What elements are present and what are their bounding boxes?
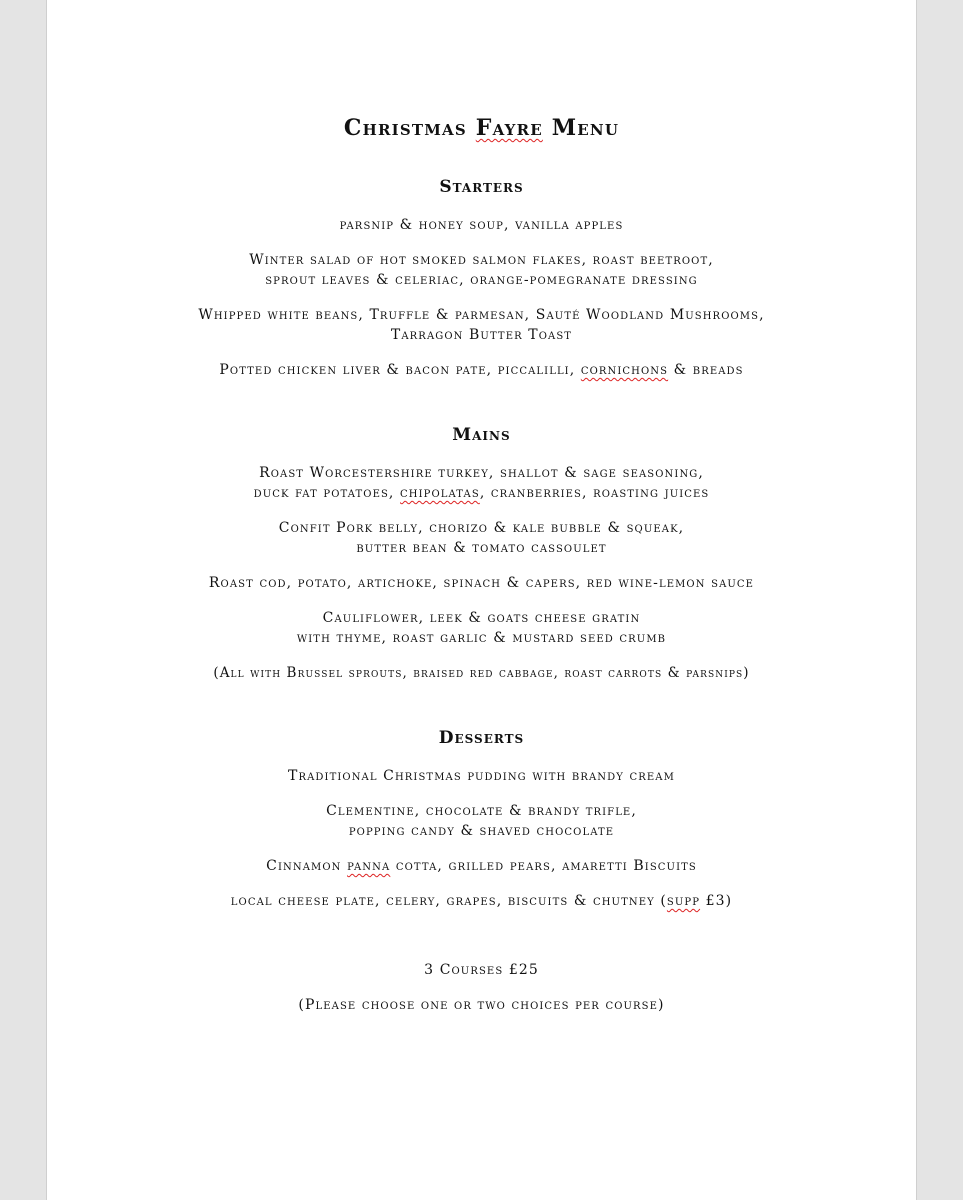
starters-heading: Starters [439, 177, 524, 197]
text-part: local cheese plate, celery, grapes, biscuits & chutney ( [230, 893, 667, 909]
price-line: 3 Courses £25 [424, 962, 539, 978]
main-item-line: butter bean & tomato cassoulet [356, 540, 607, 556]
menu-title-part: Menu [542, 115, 620, 141]
starter-item [47, 360, 916, 380]
main-item-line: Confit Pork belly, chorizo & kale bubble & squeak, [278, 520, 685, 536]
main-item-line: Cauliflower, leek & goats cheese gratin [322, 610, 641, 626]
starter-item: parsnip & honey soup, vanilla apples [339, 217, 624, 233]
starter-item-line: Winter salad of hot smoked salmon flakes, roast beetroot, [249, 252, 714, 268]
document-page [46, 0, 917, 1200]
menu-title [47, 113, 916, 143]
mains-note: (All with Brussel sprouts, braised red cabbage, roast carrots & parsnips) [213, 665, 750, 681]
menu-title-part: Christmas [343, 115, 476, 141]
dessert-item [47, 856, 916, 876]
dessert-item: Traditional Christmas pudding with brandy cream [288, 768, 675, 784]
starter-item-line: sprout leaves & celeriac, orange-pomegranate dressing [265, 272, 698, 288]
starter-item-line: Whipped white beans, Truffle & parmesan, Sauté Woodland Mushrooms, [198, 307, 765, 323]
spellcheck-word: Fayre [475, 115, 543, 141]
text-part: duck fat potatoes, [253, 485, 401, 501]
text-part: , cranberries, roasting juices [479, 485, 710, 501]
text-part: Potted chicken liver & bacon pate, piccalilli, [219, 362, 581, 378]
main-item-line [47, 483, 916, 503]
dessert-item [47, 891, 916, 911]
choice-note: (Please choose one or two choices per course) [298, 997, 665, 1013]
main-item-line: Roast Worcestershire turkey, shallot & sage seasoning, [259, 465, 704, 481]
spellcheck-word: panna [347, 858, 391, 874]
mains-heading: Mains [452, 425, 511, 445]
starter-item-line: Tarragon Butter Toast [390, 327, 573, 343]
dessert-item-line: popping candy & shaved chocolate [348, 823, 615, 839]
text-part: Cinnamon [266, 858, 348, 874]
text-part: & breads [668, 362, 744, 378]
text-part: £3) [700, 893, 733, 909]
dessert-item-line: Clementine, chocolate & brandy trifle, [326, 803, 637, 819]
main-item: Roast cod, potato, artichoke, spinach & capers, red wine-lemon sauce [208, 575, 755, 591]
spellcheck-word: chipolatas [400, 485, 480, 501]
text-part: cotta, grilled pears, amaretti Biscuits [390, 858, 697, 874]
main-item-line: with thyme, roast garlic & mustard seed crumb [296, 630, 667, 646]
desserts-heading: Desserts [438, 728, 525, 748]
spellcheck-word: cornichons [580, 362, 669, 378]
spellcheck-word: supp [666, 893, 701, 909]
